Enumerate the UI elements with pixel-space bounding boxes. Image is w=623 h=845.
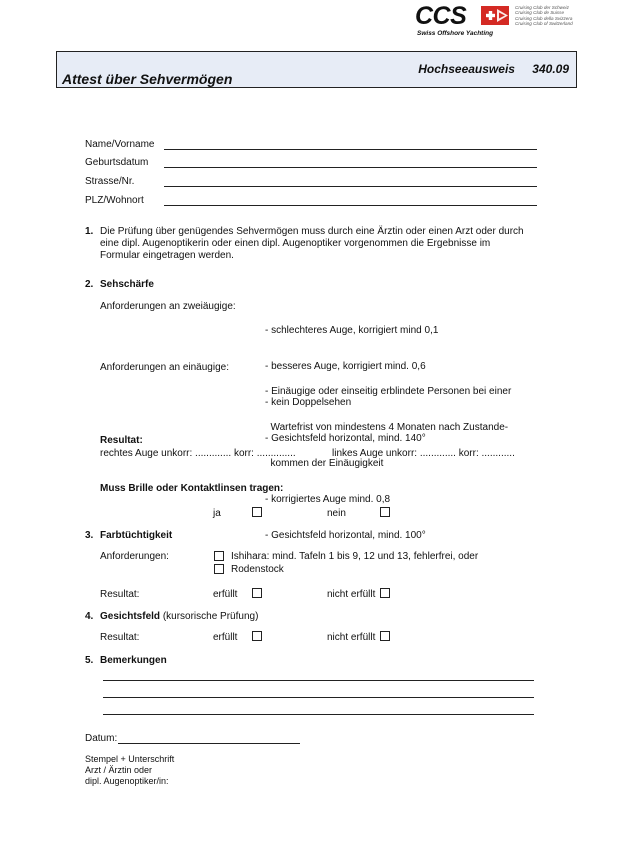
result-heading: Resultat: (100, 435, 143, 446)
club-name-fr: Cruising Club de Suisse (515, 10, 565, 16)
swiss-flag-icon (481, 6, 509, 25)
requirement-item: - Gesichtsfeld horizontal, mind. 100° (265, 530, 426, 541)
color-result-label: Resultat: (100, 589, 140, 600)
section-4-heading: Gesichtsfeld (100, 611, 161, 622)
birthdate-field[interactable] (164, 167, 537, 168)
logo-club-names (515, 5, 573, 26)
color-passed-label: erfüllt (213, 589, 238, 600)
section-5-number: 5. (85, 655, 94, 666)
two-eyed-label: Anforderungen an zweiäugige: (100, 301, 236, 312)
signature-line-2: Arzt / Ärztin oder (85, 765, 153, 775)
name-field[interactable] (164, 149, 537, 150)
requirement-item: - korrigiertes Auge mind. 0,8 (265, 494, 391, 505)
field-failed-label: nicht erfüllt (327, 632, 376, 643)
color-passed-checkbox[interactable] (252, 588, 262, 598)
document-id (418, 62, 569, 76)
color-requirements-label: Anforderungen: (100, 551, 169, 562)
header-band (56, 51, 577, 88)
date-label: Datum: (85, 733, 118, 744)
remarks-line[interactable] (103, 697, 534, 698)
glasses-question: Muss Brille oder Kontaktlinsen tragen: (100, 483, 284, 494)
birthdate-label: Geburtsdatum (85, 157, 149, 168)
requirement-item: kommen der Einäugigkeit (265, 458, 384, 469)
field-result-label: Resultat: (100, 632, 140, 643)
city-label: PLZ/Wohnort (85, 195, 144, 206)
requirement-item: - besseres Auge, korrigiert mind. 0,6 (265, 361, 426, 372)
signature-line-3: dipl. Augenoptiker/in: (85, 776, 169, 786)
rodenstock-label: Rodenstock (231, 564, 284, 575)
right-eye-values[interactable]: rechtes Auge unkorr: ............. korr: .............. (100, 448, 296, 459)
logo-brand: CCS (415, 2, 467, 30)
section-1-line: Die Prüfung über genügendes Sehvermögen muss durch eine Ärztin oder einen Arzt oder durch (100, 226, 524, 237)
section-1-text (100, 226, 524, 262)
club-name-en: Cruising Club of Switzerland (515, 20, 573, 26)
requirement-item: - schlechteres Auge, korrigiert mind 0,1 (265, 325, 439, 336)
rodenstock-checkbox[interactable] (214, 564, 224, 574)
color-failed-checkbox[interactable] (380, 588, 390, 598)
glasses-no-label: nein (327, 508, 346, 519)
signature-block (85, 754, 174, 787)
section-1-number: 1. (85, 226, 94, 237)
field-passed-label: erfüllt (213, 632, 238, 643)
section-1-line: eine dipl. Augenoptikerin oder einen dipl. Augenoptiker vorgenommen die Ergebnisse im (100, 238, 491, 249)
section-1-line: Formular eingetragen werden. (100, 250, 234, 261)
glasses-no-checkbox[interactable] (380, 507, 390, 517)
section-3-number: 3. (85, 530, 94, 541)
field-passed-checkbox[interactable] (252, 631, 262, 641)
ishihara-label: Ishihara: mind. Tafeln 1 bis 9, 12 und 13, fehlerfrei, oder (231, 551, 479, 562)
section-2-heading: Sehschärfe (100, 279, 154, 290)
glasses-yes-checkbox[interactable] (252, 507, 262, 517)
ishihara-checkbox[interactable] (214, 551, 224, 561)
requirement-item: - Gesichtsfeld horizontal, mind. 140° (265, 433, 426, 444)
one-eyed-label: Anforderungen an einäugige: (100, 362, 229, 373)
requirement-item: Wartefrist von mindestens 4 Monaten nach Zustande- (265, 422, 509, 433)
glasses-yes-label: ja (213, 508, 221, 519)
remarks-line[interactable] (103, 714, 534, 715)
name-label: Name/Vorname (85, 139, 155, 150)
logo-tagline: Swiss Offshore Yachting (417, 30, 494, 37)
club-name-it: Cruising Club della Svizzera (515, 15, 573, 21)
signature-line-1: Stempel + Unterschrift (85, 754, 175, 764)
requirement-item: - Einäugige oder einseitig erblindete Personen bei einer (265, 386, 512, 397)
date-field[interactable] (118, 743, 300, 744)
color-failed-label: nicht erfüllt (327, 589, 376, 600)
section-2-number: 2. (85, 279, 94, 290)
document-name: Hochseeausweis (418, 62, 515, 76)
page-title: Attest über Sehvermögen (62, 71, 233, 87)
section-4-title (100, 611, 258, 623)
remarks-line[interactable] (103, 680, 534, 681)
section-4-note: (kursorische Prüfung) (162, 611, 259, 622)
street-field[interactable] (164, 186, 537, 187)
field-failed-checkbox[interactable] (380, 631, 390, 641)
city-field[interactable] (164, 205, 537, 206)
section-5-heading: Bemerkungen (100, 655, 167, 666)
club-name-de: Cruising Club der Schweiz (515, 5, 569, 10)
left-eye-values[interactable]: linkes Auge unkorr: ............. korr: ............ (332, 448, 515, 459)
section-3-heading: Farbtüchtigkeit (100, 530, 173, 541)
street-label: Strasse/Nr. (85, 176, 135, 187)
section-4-number: 4. (85, 611, 94, 622)
requirement-item: - kein Doppelsehen (265, 397, 352, 408)
document-number: 340.09 (532, 62, 569, 76)
